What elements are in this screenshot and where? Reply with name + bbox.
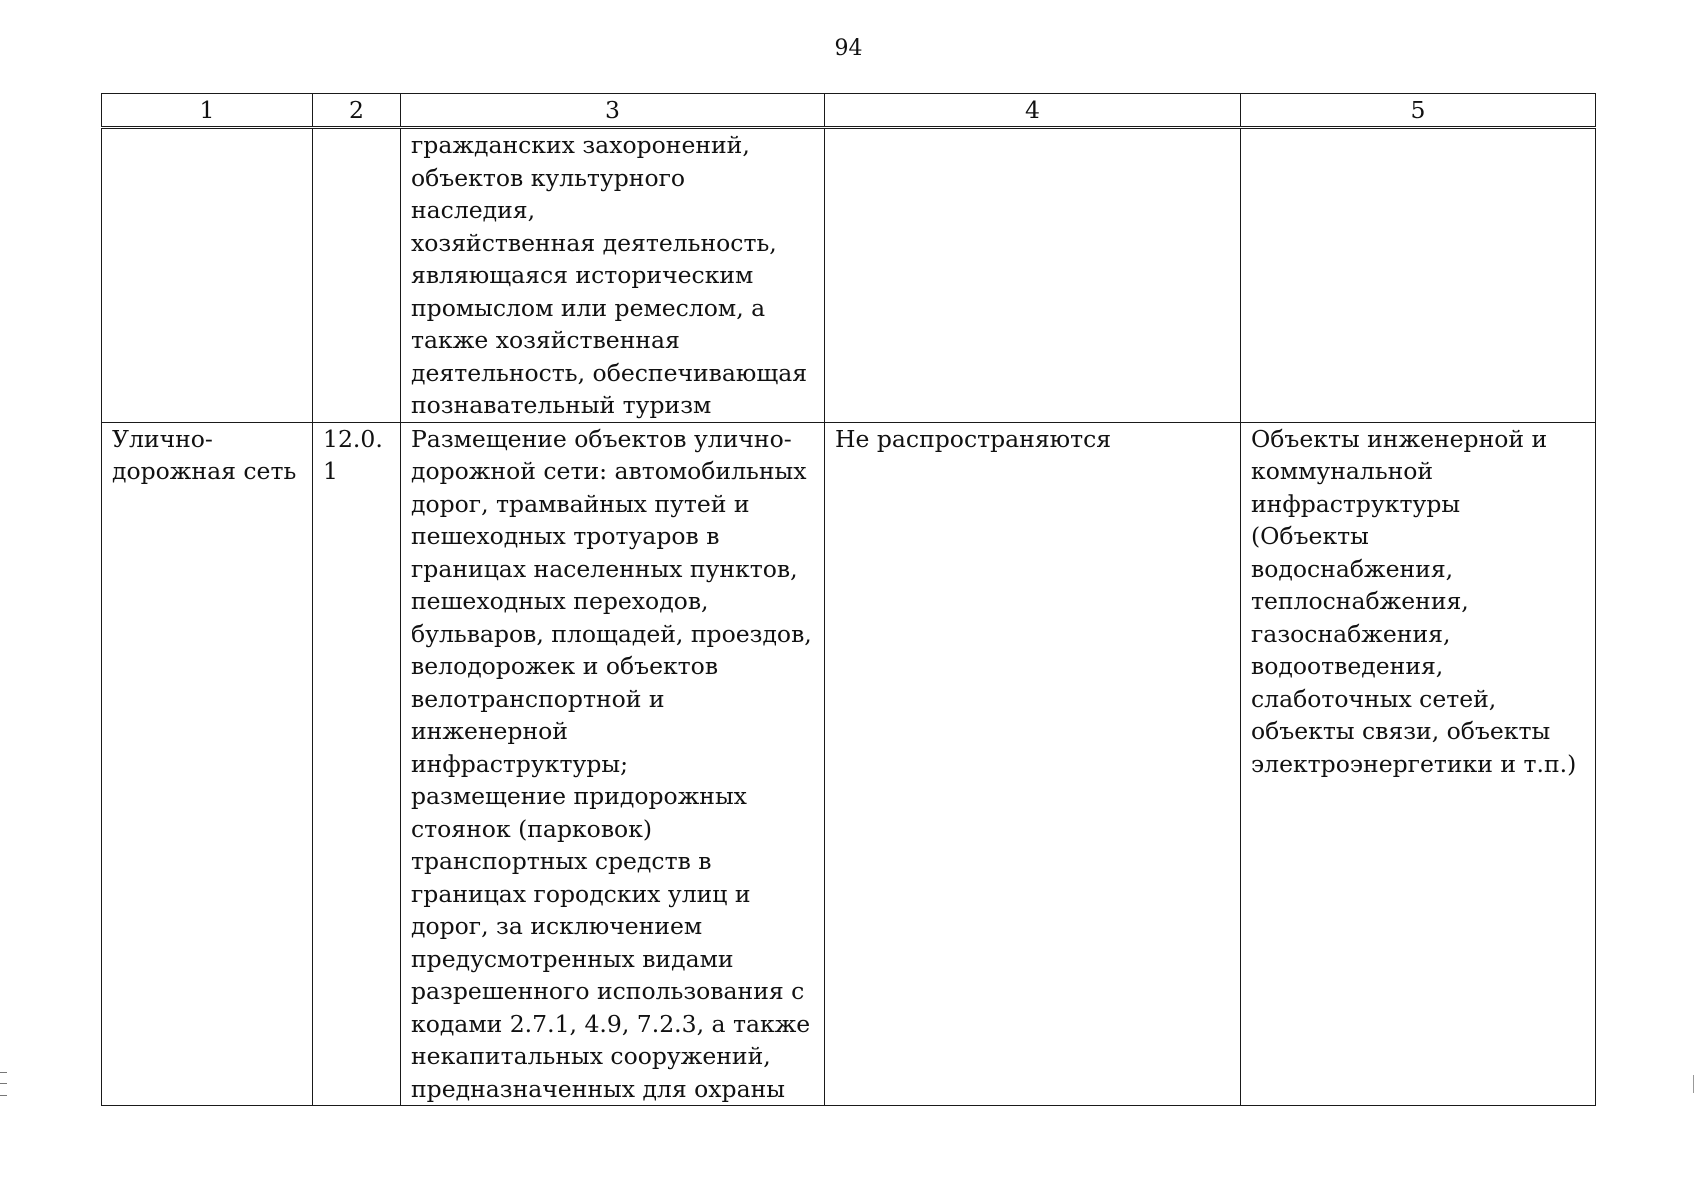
cell-restrictions <box>825 128 1241 423</box>
cell-description <box>401 422 825 1106</box>
page-number: 94 <box>834 36 863 61</box>
column-header-3: 3 <box>401 94 825 128</box>
description-text: гражданских захоронений, объектов культурного наследия, хозяйственная деятельность, являющаяся историческим промыслом или ремеслом, а также хозяйственная деятельность, обеспечивающая познавательный туризм <box>411 131 808 419</box>
column-header-4: 4 <box>825 94 1241 128</box>
auxiliary-uses-text: Объекты инженерной и коммунальной инфраструктуры (Объекты водоснабжения, теплоснабжения, газоснабжения, водоотведения, слаботочных сетей, объекты связи, объекты электроэнергетики и т.п.) <box>1251 424 1577 778</box>
table-header-row <box>102 94 1596 128</box>
cell-description <box>401 128 825 423</box>
cell-name <box>102 422 313 1106</box>
use-type-code: 12.0. 1 <box>323 424 383 485</box>
scan-edge-mark-right <box>1693 1075 1697 1093</box>
cell-code <box>313 128 401 423</box>
use-type-name: Улично- дорожная сеть <box>112 424 297 485</box>
cell-auxiliary <box>1241 422 1596 1106</box>
table-row-street-network <box>102 422 1596 1106</box>
cell-auxiliary <box>1241 128 1596 423</box>
scan-edge-mark-left <box>0 1072 7 1096</box>
description-text: Размещение объектов улично- дорожной сети: автомобильных дорог, трамвайных путей и пешеходных тротуаров в границах населенных пунктов, пешеходных переходов, бульваров, площадей, проездов, велодорожек и объектов велотранспортной и инженерной инфраструктуры; размещение придорожных стоянок (парковок) транспортных средств в границах городских улиц и дорог, за исключением предусмотренных видами разрешенного использования с кодами 2.7.1, 4.9, 7.2.3, а также некапитальных сооружений, предназначенных для охраны <box>411 424 812 1103</box>
column-header-5: 5 <box>1241 94 1596 128</box>
table-row-continuation <box>102 128 1596 423</box>
cell-restrictions <box>825 422 1241 1106</box>
column-header-2: 2 <box>313 94 401 128</box>
restrictions-text: Не распространяются <box>835 424 1112 453</box>
cell-code <box>313 422 401 1106</box>
zoning-table <box>101 93 1596 1106</box>
cell-name <box>102 128 313 423</box>
column-header-1: 1 <box>102 94 313 128</box>
